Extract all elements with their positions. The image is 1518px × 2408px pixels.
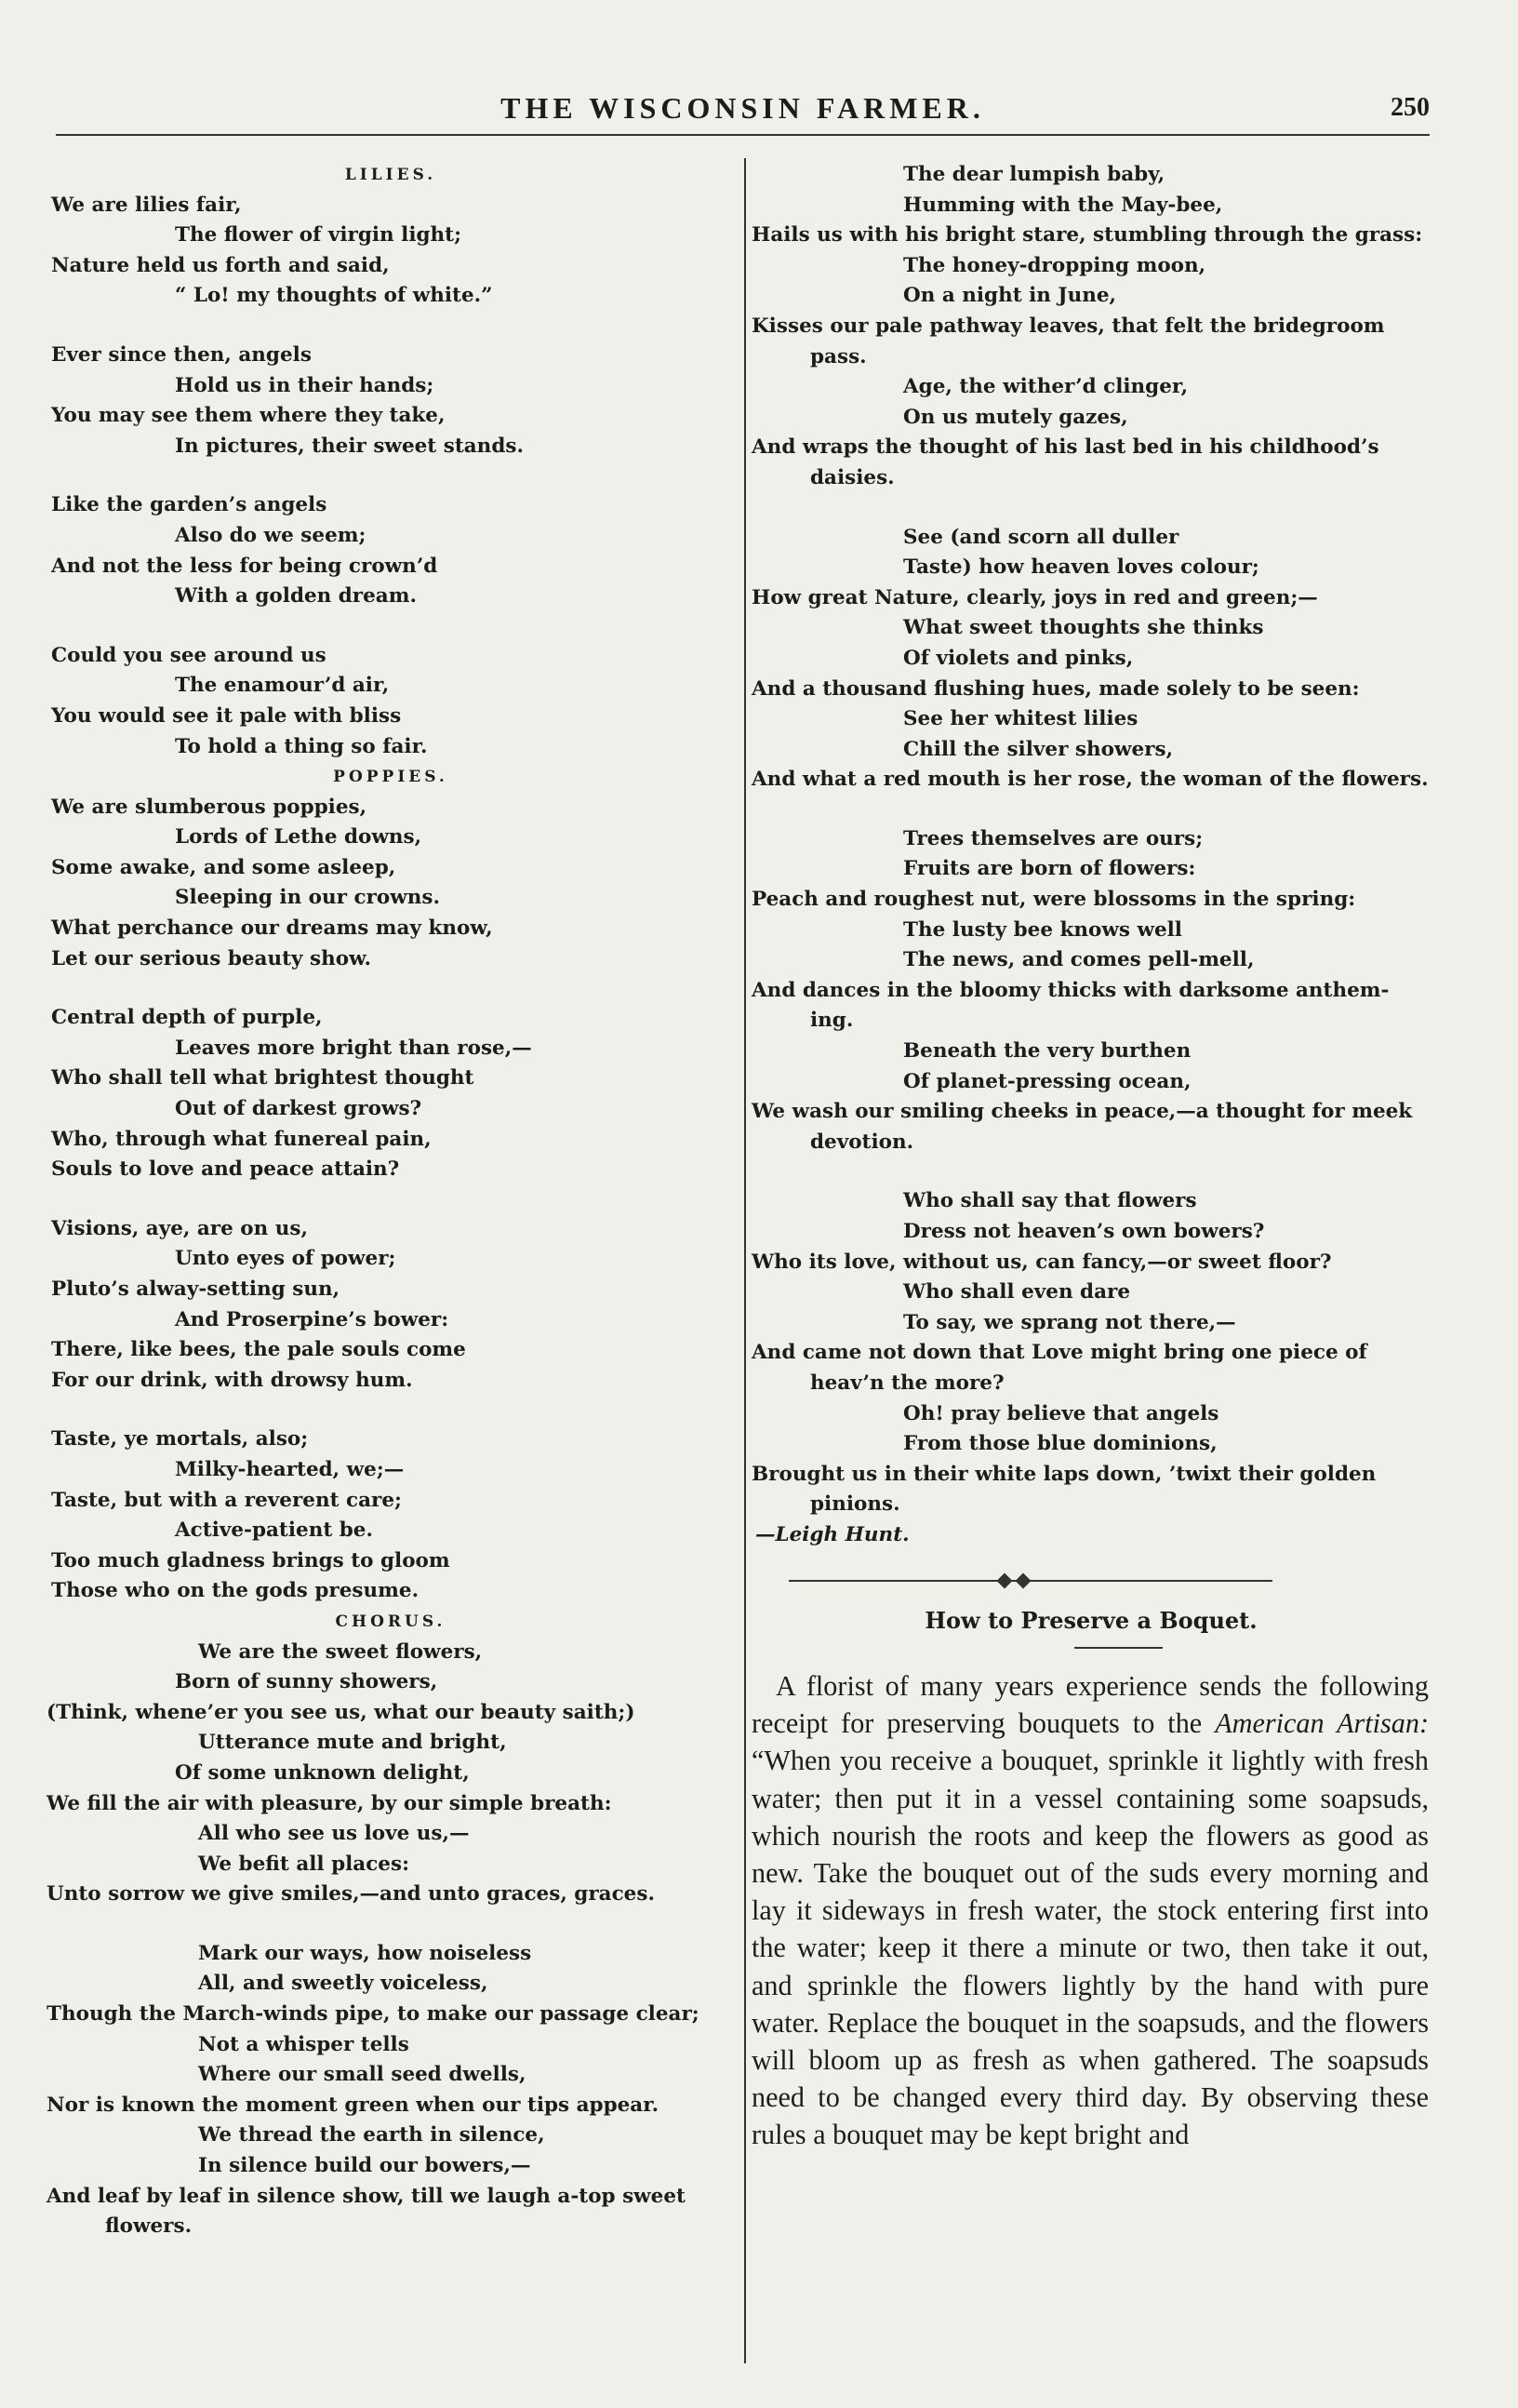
poem-line: See (and scorn all duller (903, 525, 1179, 549)
article-paragraph (752, 1667, 1429, 2154)
poem-line: In pictures, their sweet stands. (175, 434, 524, 458)
poem-line: And wraps the thought of his last bed in his childhood’s (752, 435, 1379, 460)
poem-line: Let our serious beauty show. (51, 946, 371, 970)
poem-line: Those who on the gods presume. (51, 1579, 419, 1603)
poem-line: heav’n the more? (810, 1371, 1005, 1395)
poem-line: Not a whisper tells (198, 2032, 409, 2056)
poem-line: Where our small seed dwells, (198, 2063, 526, 2087)
poem-line: Out of darkest grows? (175, 1097, 422, 1121)
poem-line: Brought us in their white laps down, ’twixt their golden (752, 1462, 1377, 1486)
poem-line: Though the March-winds pipe, to make our passage clear; (47, 2002, 699, 2027)
poem-line: Taste) how heaven loves colour; (903, 555, 1259, 580)
poem-line: Leaves more bright than rose,— (175, 1036, 532, 1060)
poem-line: We are slumberous poppies, (51, 795, 367, 819)
poem-line: Visions, aye, are on us, (51, 1216, 308, 1240)
poem-line: Could you see around us (51, 643, 326, 667)
poem-line: Unto eyes of power; (175, 1247, 396, 1271)
poem-line: With a golden dream. (175, 584, 417, 609)
poem-right-column (752, 160, 1431, 1551)
poem-line: How great Nature, clearly, joys in red and green;— (752, 585, 1318, 609)
section-heading: POPPIES. (333, 768, 448, 787)
poem-line: What sweet thoughts she thinks (903, 616, 1264, 640)
page-header (56, 91, 1430, 136)
poem-line: Central depth of purple, (51, 1006, 323, 1030)
poem-line: The flower of virgin light; (175, 223, 462, 247)
poem-line: See her whitest lilies (903, 707, 1138, 731)
poem-line: (Think, whene’er you see us, what our beauty saith;) (47, 1700, 635, 1724)
poem-line: Pluto’s alway-setting sun, (51, 1278, 340, 1301)
poem-line: The dear lumpish baby, (903, 163, 1165, 186)
poem-line: On a night in June, (903, 284, 1117, 308)
poem-line: To hold a thing so fair. (175, 734, 428, 758)
article-text: “When you receive a bouquet, sprinkle it lightly with fresh water; then put it in a vessel containing some soapsuds, which nourish the roots and keep the flowers as good as new. Take the bouquet out of the suds every morning and lay it sideways in fresh water, the stock entering first into the water; keep it there a minute or two, then take it out, and sprinkle the flowers lightly by the hand with pure water. Replace the bouquet in the soapsuds, and the flowers will bloom up as fresh as when gathered. The soapsuds need to be changed every third day. By observing these rules a bouquet may be kept bright and (752, 1745, 1429, 2151)
poem-line: Hails us with his bright stare, stumbling through the grass: (752, 223, 1423, 247)
poem-line: pinions. (810, 1492, 900, 1517)
poem-line: We are the sweet flowers, (198, 1639, 483, 1664)
title-underline (1074, 1647, 1163, 1649)
stanza-gap (752, 494, 1431, 523)
poem-line: For our drink, with drowsy hum. (51, 1368, 413, 1392)
poem-line: devotion. (810, 1130, 914, 1154)
poem-left-column (47, 160, 735, 2242)
poem-signature: —Leigh Hunt. (755, 1522, 910, 1546)
stanza-gap (47, 974, 735, 1003)
poem-line: ing. (810, 1009, 854, 1033)
poem-line: The news, and comes pell-mell, (903, 948, 1255, 972)
poem-line: “ Lo! my thoughts of white.” (175, 284, 493, 308)
poem-line: Unto sorrow we give smiles,—and unto graces, graces. (47, 1882, 655, 1906)
poem-line: Who shall tell what brightest thought (51, 1066, 474, 1090)
poem-line: Of planet-pressing ocean, (903, 1069, 1192, 1093)
poem-line: Nor is known the moment green when our tips appear. (47, 2093, 659, 2117)
poem-line: Nature held us forth and said, (51, 253, 390, 277)
poem-line: Milky-hearted, we;— (175, 1457, 405, 1481)
poem-line: And a thousand flushing hues, made solely to be seen: (752, 676, 1360, 701)
section-heading: CHORUS. (335, 1612, 446, 1631)
section-separator (789, 1580, 1272, 1582)
poem-line: All, and sweetly voiceless, (198, 1972, 488, 1996)
poem-line: We are lilies fair, (51, 193, 242, 217)
separator-diamond (1016, 1573, 1032, 1589)
poem-line: Humming with the May-bee, (903, 193, 1223, 217)
poem-line: On us mutely gazes, (903, 405, 1128, 429)
poem-line: And leaf by leaf in silence show, till we laugh a-top sweet (47, 2184, 686, 2208)
poem-line: daisies. (810, 465, 895, 489)
poem-line: Hold us in their hands; (175, 373, 434, 397)
poem-line: Who, through what funereal pain, (51, 1127, 432, 1151)
poem-line: Too much gladness brings to gloom (51, 1548, 450, 1572)
poem-line: The enamour’d air, (175, 674, 390, 698)
poem-line: You may see them where they take, (51, 404, 446, 428)
stanza-gap (752, 1157, 1431, 1186)
poem-line: What perchance our dreams may know, (51, 916, 493, 941)
article-intro: A florist of many years experience sends the following receipt for preserving bouquets to the (752, 1670, 1429, 1740)
poem-line: Peach and roughest nut, were blossoms in the spring: (752, 888, 1356, 912)
stanza-gap (47, 612, 735, 641)
poem-line: Utterance mute and bright, (198, 1731, 507, 1755)
poem-line: And came not down that Love might bring one piece of (752, 1341, 1367, 1365)
poem-line: The honey-dropping moon, (903, 253, 1206, 277)
poem-line: And Proserpine’s bower: (175, 1307, 449, 1331)
poem-line: The lusty bee knows well (903, 917, 1182, 942)
article-title: How to Preserve a Boquet. (925, 1607, 1258, 1634)
column-divider (744, 158, 746, 2363)
poem-line: Beneath the very burthen (903, 1039, 1192, 1064)
poem-line: Sleeping in our crowns. (175, 886, 440, 910)
poem-line: Who its love, without us, can fancy,—or sweet floor? (752, 1250, 1332, 1274)
poem-line: Taste, but with a reverent care; (51, 1488, 402, 1512)
poem-line: Like the garden’s angels (51, 493, 327, 517)
poem-line: We befit all places: (198, 1852, 410, 1876)
poem-line: All who see us love us,— (198, 1822, 470, 1846)
poem-line: Age, the wither’d clinger, (903, 375, 1189, 399)
poem-line: Kisses our pale pathway leaves, that felt the bridegroom (752, 314, 1385, 338)
poem-line: Of violets and pinks, (903, 646, 1134, 670)
page-number: 250 (1391, 93, 1430, 122)
poem-line: We fill the air with pleasure, by our simple breath: (47, 1791, 612, 1815)
stanza-gap (752, 796, 1431, 824)
stanza-gap (47, 462, 735, 490)
poem-line: Chill the silver showers, (903, 737, 1174, 761)
stanza-gap (47, 312, 735, 341)
poem-line: Of some unknown delight, (175, 1760, 470, 1785)
poem-line: To say, we sprang not there,— (903, 1310, 1236, 1334)
poem-line: Born of sunny showers, (175, 1670, 438, 1694)
poem-line: pass. (810, 344, 867, 368)
poem-line: Taste, ye mortals, also; (51, 1427, 309, 1451)
poem-line: Also do we seem; (175, 523, 366, 547)
poem-line: Lords of Lethe downs, (175, 825, 422, 849)
poem-line: And what a red mouth is her rose, the woman of the flowers. (752, 768, 1429, 792)
article-source: American Artisan: (1215, 1707, 1430, 1740)
poem-line: Fruits are born of flowers: (903, 857, 1196, 881)
poem-line: There, like bees, the pale souls come (51, 1338, 466, 1362)
poem-line: Trees themselves are ours; (903, 826, 1204, 850)
poem-line: Mark our ways, how noiseless (198, 1941, 532, 1965)
masthead-title: THE WISCONSIN FARMER. (500, 91, 985, 125)
poem-line: Souls to love and peace attain? (51, 1157, 400, 1182)
poem-line: Ever since then, angels (51, 342, 312, 367)
poem-line: You would see it pale with bliss (51, 703, 402, 728)
section-heading: LILIES. (344, 166, 437, 184)
poem-line: Who shall say that flowers (903, 1189, 1197, 1213)
poem-line: We wash our smiling cheeks in peace,—a thought for meek (752, 1100, 1413, 1124)
stanza-gap (47, 1396, 735, 1425)
poem-line: In silence build our bowers,— (198, 2154, 531, 2178)
poem-line: flowers. (105, 2214, 193, 2239)
poem-line: Some awake, and some asleep, (51, 855, 396, 879)
poem-line: Who shall even dare (903, 1280, 1131, 1304)
poem-line: Oh! pray believe that angels (903, 1401, 1219, 1425)
poem-line: Active-patient be. (175, 1518, 373, 1543)
poem-line: And not the less for being crown’d (51, 554, 438, 578)
separator-diamond (997, 1573, 1013, 1589)
stanza-gap (47, 1910, 735, 1939)
poem-line: We thread the earth in silence, (198, 2123, 545, 2147)
stanza-gap (47, 1185, 735, 1214)
poem-line: And dances in the bloomy thicks with darksome anthem- (752, 978, 1390, 1002)
poem-line: Dress not heaven’s own bowers? (903, 1220, 1265, 1243)
article-body (752, 1667, 1429, 2154)
poem-line: From those blue dominions, (903, 1432, 1218, 1456)
